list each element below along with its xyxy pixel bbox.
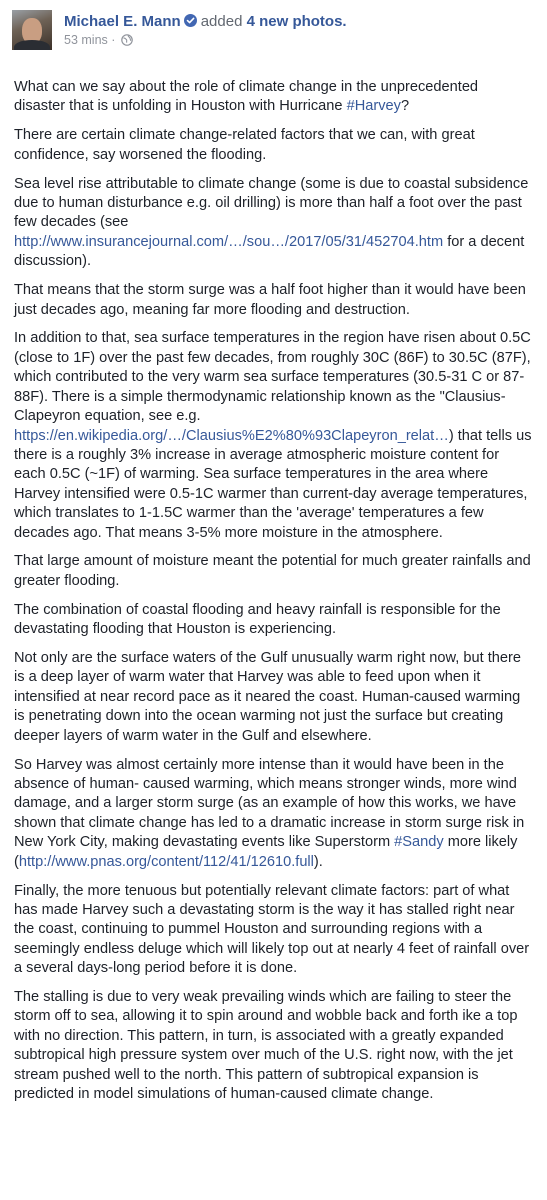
post-meta xyxy=(64,10,347,51)
avatar-shoulders xyxy=(14,40,50,50)
post-body xyxy=(0,62,547,1105)
post-paragraph xyxy=(14,552,533,591)
paragraph-text: Sea level rise attributable to climate change (some is due to coastal subsidence due to human disturbance e.g. oil drilling) is more than half a foot over the past few decades (see xyxy=(14,175,529,231)
author-line xyxy=(64,12,347,31)
post-action: added xyxy=(200,13,243,30)
globe-icon[interactable] xyxy=(121,34,133,51)
paragraph-text: The combination of coastal flooding and heavy rainfall is responsible for the devastating flooding that Houston is experiencing. xyxy=(14,601,501,638)
meta-separator: · xyxy=(111,33,116,47)
paragraph-text: for a decent discussion). xyxy=(14,233,525,270)
paragraph-text: That means that the storm surge was a half foot higher than it would have been just decades ago, meaning far more flooding and destruction. xyxy=(14,282,526,318)
post-paragraph xyxy=(14,175,533,272)
paragraph-text: ) that tells us there is a roughly 3% increase in average atmospheric moisture content for each 0.5C (~1F) of warming. Sea surface temperatures in the area where Harvey intensified were 0.5-1C warmer than current-day average temperatures, which translates to 1-1.5C warmer than the 'average' temperatures a few decades ago. That means 3-5% more moisture in the atmosphere. xyxy=(14,427,532,541)
paragraph-text: That large amount of moisture meant the potential for much greater rainfalls and greater flooding. xyxy=(14,553,531,589)
paragraph-text: So Harvey was almost certainly more intense than it would have been in the absence of human- caused warming, which means stronger winds, more wind damage, and a larger storm surge (as an example of how this works, we have shown that climate change has led to a dramatic increase in storm surge risk in New York City, making devastating events like Superstorm xyxy=(14,756,525,851)
paragraph-text: more likely ( xyxy=(14,834,518,870)
author-name-link[interactable]: Michael E. Mann xyxy=(64,13,181,30)
paragraph-text: In addition to that, sea surface temperatures in the region have risen about 0.5C (close to 1F) over the past few decades, from roughly 30C (86F) to 30.5C (87F), which contributed to the very warm sea surface temperatures (30.5-31 C or 87-88F). There is a simple thermodynamic relationship known as the "Clausius-Clapeyron equation, see e.g. xyxy=(14,330,531,425)
hashtag-link[interactable]: #Sandy xyxy=(394,834,444,851)
url-link[interactable]: http://www.pnas.org/content/112/41/12610.full xyxy=(18,853,314,870)
post-paragraph xyxy=(14,281,533,320)
url-link[interactable]: https://en.wikipedia.org/…/Clausius%E2%80%93Clapeyron_relat… xyxy=(14,427,449,444)
paragraph-text: Finally, the more tenuous but potentially relevant climate factors: part of what has made Harvey such a devastating storm is the way it has stalled right near the coast, continuing to pummel Houston and surrounding regions with a seemingly endless deluge which will likely top out at nearly 4 feet of rainfall over a several days-long period before it is done. xyxy=(14,882,530,977)
post-timestamp-link[interactable]: 53 mins xyxy=(64,33,108,47)
paragraph-text: ). xyxy=(313,853,323,870)
paragraph-text: What can we say about the role of climate change in the unprecedented disaster that is unfolding in Houston with Hurricane xyxy=(14,79,479,115)
post-paragraph xyxy=(14,329,533,542)
paragraph-text: There are certain climate change-related factors that we can, with great confidence, say worsened the flooding. xyxy=(14,127,475,163)
post-paragraph xyxy=(14,78,533,117)
post-header xyxy=(0,10,547,62)
time-line xyxy=(64,32,347,51)
photos-link[interactable]: 4 new photos. xyxy=(246,13,347,30)
post-paragraph xyxy=(14,601,533,640)
post-paragraph xyxy=(14,649,533,746)
paragraph-text: Not only are the surface waters of the Gulf unusually warm right now, but there is a deep layer of warm water that Harvey was able to feed upon when it intensified at near record pace as it neared the coast. Human-caused warming is penetrating down into the ocean warming not just the surface but creating deeper layers of warm water in the Gulf and elsewhere. xyxy=(14,650,521,744)
post-paragraph xyxy=(14,756,533,872)
verified-badge-icon xyxy=(184,14,197,27)
post-paragraph xyxy=(14,126,533,165)
author-avatar[interactable] xyxy=(12,10,52,50)
paragraph-text: The stalling is due to very weak prevailing winds which are failing to steer the storm off to sea, allowing it to spin around and wobble back and forth ike a top with no direction. This pattern, in turn, is associated with a greatly expanded subtropical high pressure system over much of the U.S. right now, with the jet stream pushed well to the north. This pattern of subtropical expansion is predicted in model simulations of human-caused climate change. xyxy=(14,989,518,1103)
url-link[interactable]: http://www.insurancejournal.com/…/sou…/2017/05/31/452704.htm xyxy=(14,233,444,250)
post-paragraph xyxy=(14,882,533,979)
hashtag-link[interactable]: #Harvey xyxy=(346,98,401,115)
post-paragraph xyxy=(14,988,533,1104)
paragraph-text: ? xyxy=(400,98,410,115)
